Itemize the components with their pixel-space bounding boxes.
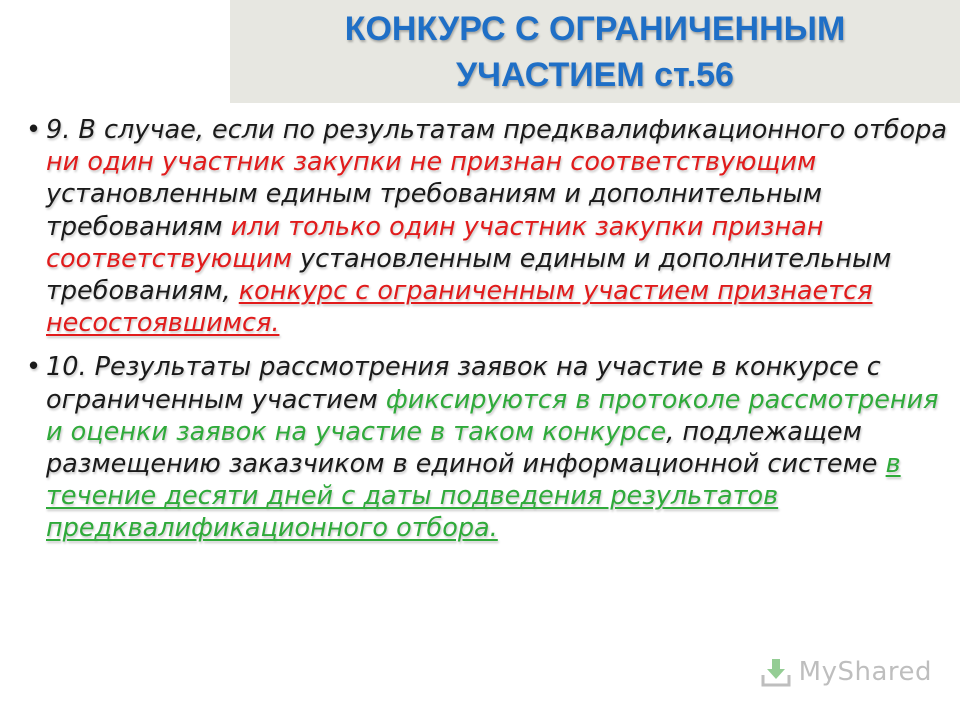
highlight-green: фиксируются в протоколе рассмотрения и оценки заявок на участие в таком конкурсе [46,384,939,447]
title-line-1: КОНКУРС С ОГРАНИЧЕННЫМ [344,10,846,48]
text-segment: , подлежащем размещению заказчиком в единой информационной системе [46,416,886,480]
download-arrow-icon [759,655,793,689]
bullet-item-9 [26,114,954,339]
text-segment: установленным единым и дополнительным требованиям, [46,243,892,307]
bullet-marker: • [26,352,42,383]
watermark [759,652,932,692]
text-segment: 10. Результаты рассмотрения заявок на участие в конкурсе с ограниченным участием [46,352,881,415]
title-line-2: УЧАСТИЕМ ст.56 [456,56,734,94]
highlight-red-underlined: конкурс с ограниченным участием признается несостоявшимся. [46,276,873,339]
bullet-list [26,114,954,545]
bullet-marker: • [26,115,42,145]
highlight-red: ни один участник закупки не признан соответствующим [46,147,817,178]
watermark-text: MyShared [798,657,932,687]
bullet-item-10 [26,351,954,544]
title-panel [230,0,960,103]
text-segment: установленным единым требованиям и дополнительным требованиям [46,179,823,242]
bullet-9-text [46,115,947,338]
highlight-red: или только один участник закупки признан соответствующим [46,211,824,274]
text-segment: 9. В случае, если по результатам предквалификационного отбора [46,115,947,145]
bullet-10-text [46,352,939,543]
slide-title [230,0,960,98]
highlight-green-underlined: в течение десяти дней с даты подведения результатов предквалификационного отбора. [46,449,901,544]
